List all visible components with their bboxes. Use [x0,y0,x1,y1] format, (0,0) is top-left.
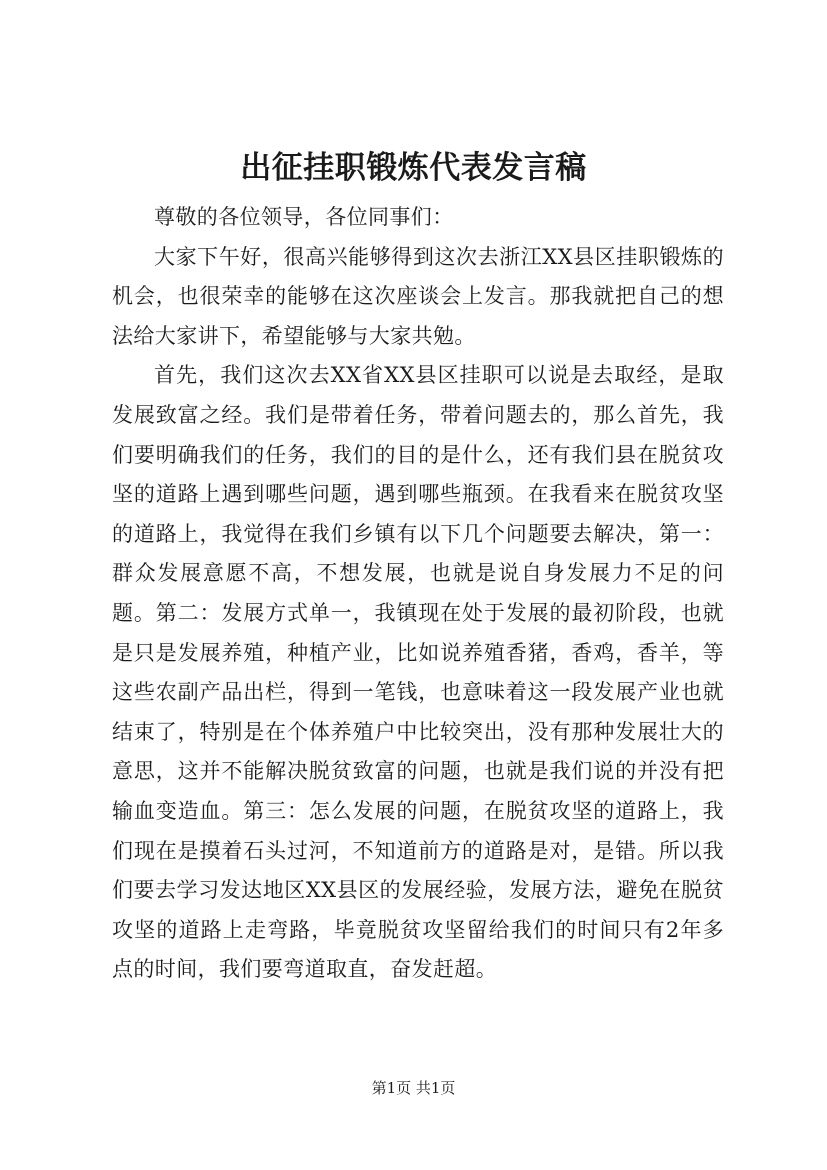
salutation-paragraph: 尊敬的各位领导，各位同事们： [154,205,454,229]
page-number-footer: 第1页 共1页 [371,1079,456,1097]
document-title: 出征挂职锻炼代表发言稿 [240,150,587,186]
main-paragraph: 首先，我们这次去XX省XX县区挂职可以说是去取经，是取发展致富之经。我们是带着任务，带着问题去的，那么首先，我们要明确我们的任务，我们的目的是什么，还有我们县在脱贫攻坚的道路上遇到哪些问题，遇到哪些瓶颈。在我看来在脱贫攻坚的道路上，我觉得在我们乡镇有以下几个问题要去解决，第一：群众发展意愿不高，不想发展，也就是说自身发展力不足的问题。第二：发展方式单一，我镇现在处于发展的最初阶段，也就是只是发展养殖，种植产业，比如说养殖香猪，香鸡，香羊，等这些农副产品出栏，得到一笔钱，也意味着这一段发展产业也就结束了，特别是在个体养殖户中比较突出，没有那种发展壮大的意思，这并不能解决脱贫致富的问题，也就是我们说的并没有把输血变造血。第三：怎么发展的问题，在脱贫攻坚的道路上，我们现在是摸着石头过河，不知道前方的道路是对，是错。所以我们要去学习发达地区XX县区的发展经验，发展方法，避免在脱贫攻坚的道路上走弯路，毕竟脱贫攻坚留给我们的时间只有2年多点的时间，我们要弯道取直，奋发赶超。 [112,363,724,982]
greeting-paragraph: 大家下午好，很高兴能够得到这次去浙江XX县区挂职锻炼的机会，也很荣幸的能够在这次座谈会上发言。那我就把自己的想法给大家讲下，希望能够与大家共勉。 [112,244,724,348]
document-body [112,198,724,990]
